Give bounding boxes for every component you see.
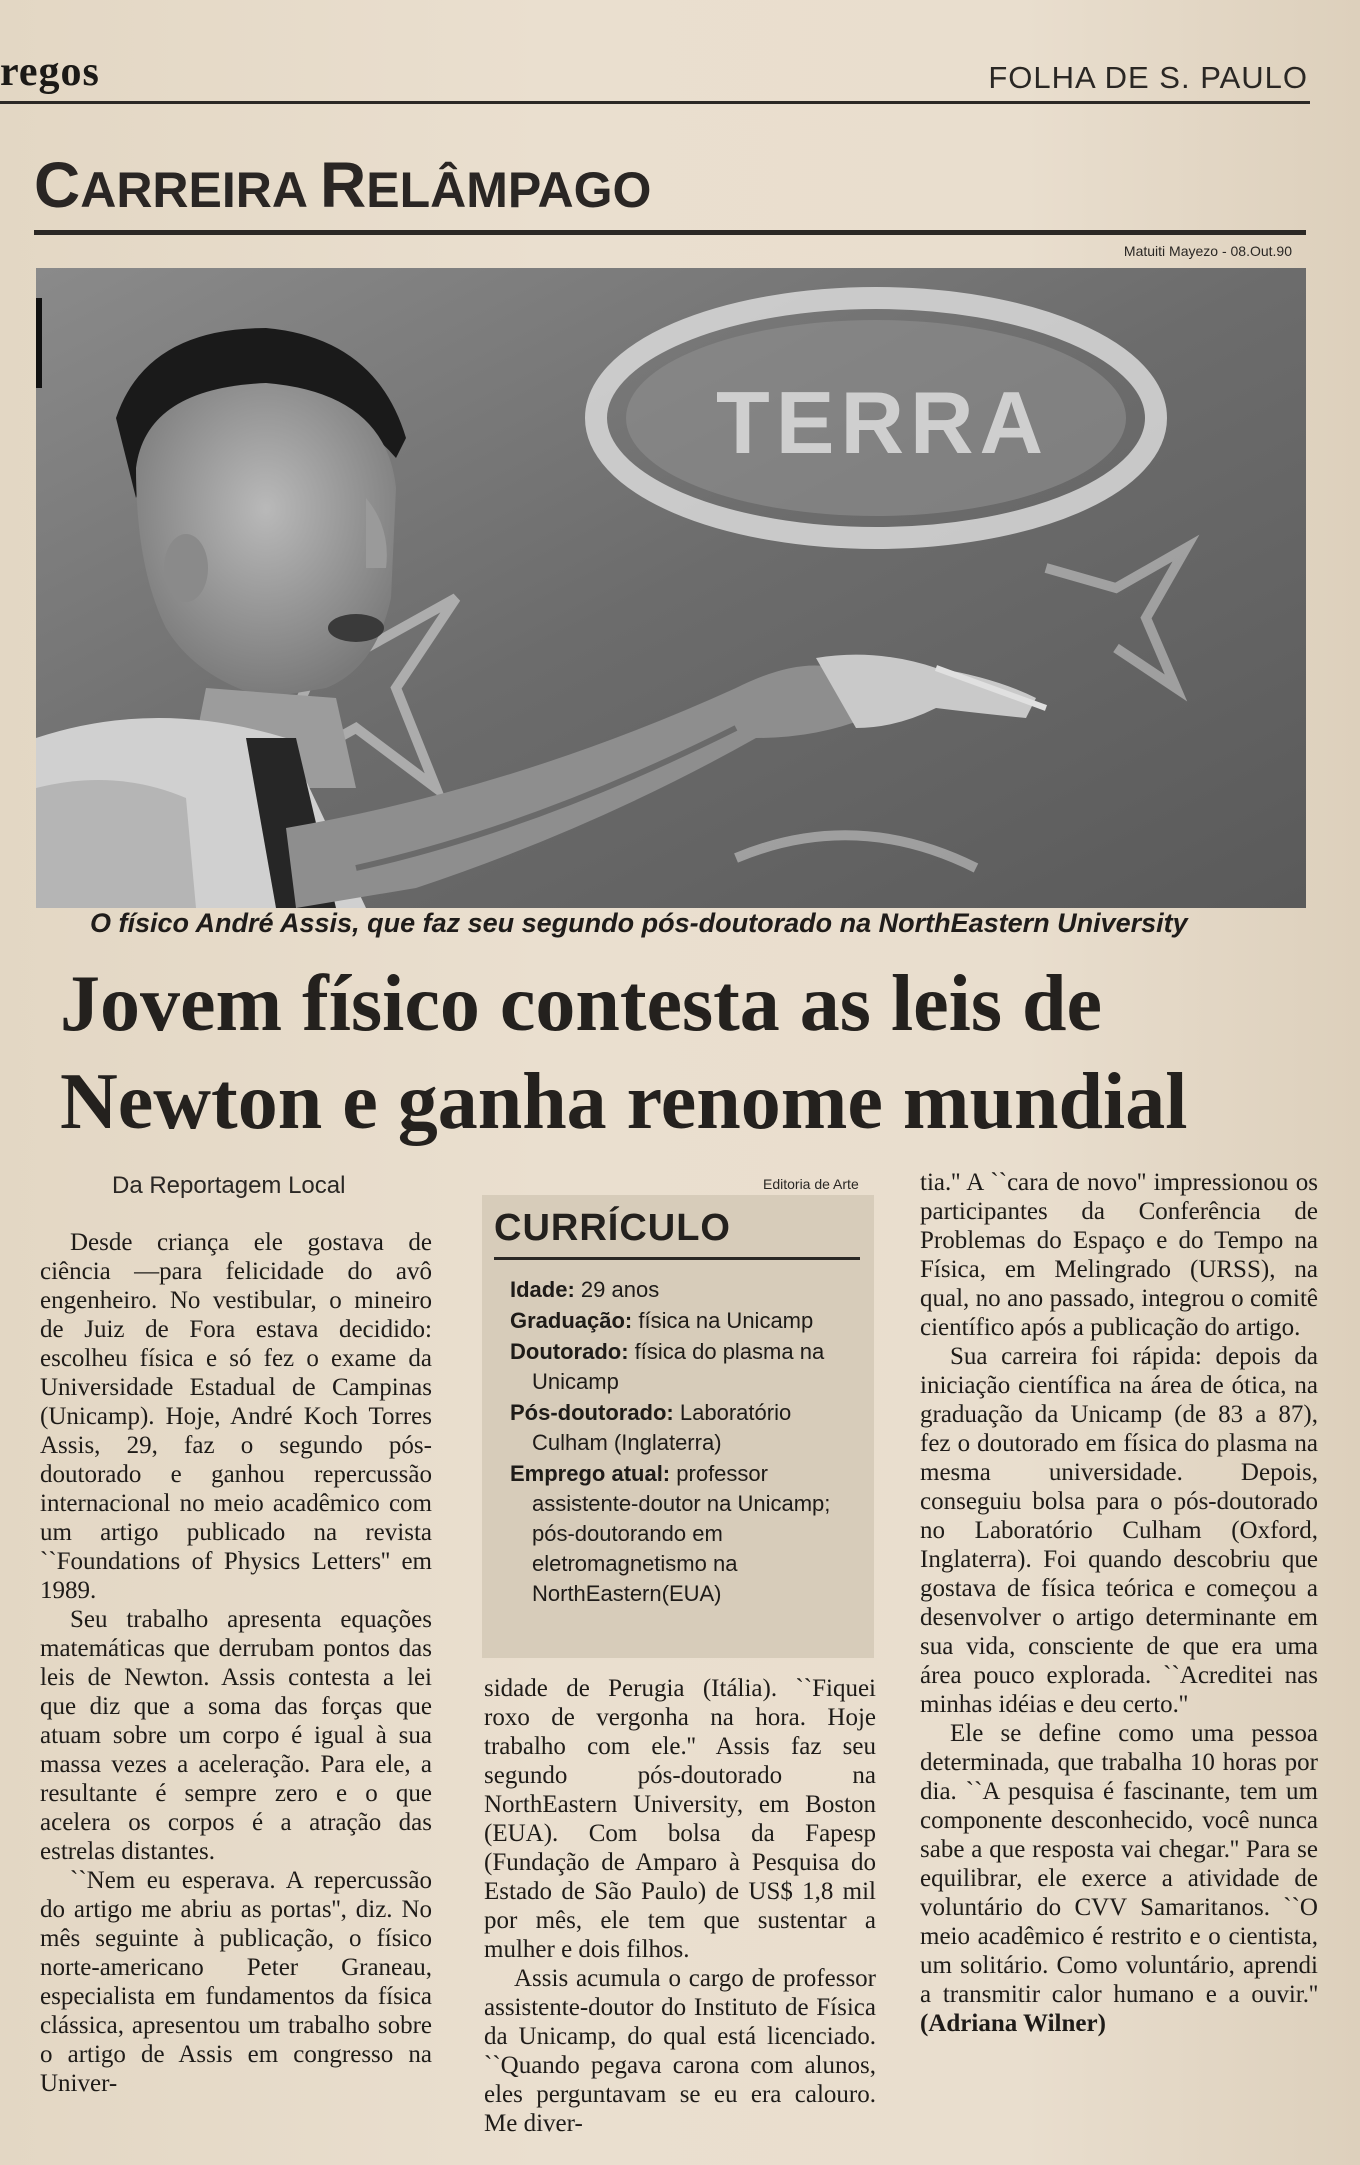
headline	[60, 955, 1300, 1151]
kicker-title	[34, 148, 651, 222]
section-name: regos	[0, 49, 100, 95]
box-item	[510, 1337, 860, 1397]
kicker-word-2: ELÂMPAGO	[366, 162, 652, 218]
photo-caption: O físico André Assis, que faz seu segundo pós-doutorado na NorthEastern University	[90, 908, 1188, 938]
paragraph: tia.'' A ``cara de novo'' impressionou os participantes da Conferência de Problemas do Espaço e do Tempo na Física, em Melingrado (URSS), na qual, no ano passado, integrou o comitê científico após a publicação do artigo.	[920, 1169, 1318, 1341]
paragraph: Desde criança ele gostava de ciência —para felicidade do avô engenheiro. No vestibular, o mineiro de Juiz de Fora estava decidido: escolheu física e só fez o exame da Universidade Estadual de Campinas (Unicamp). Hoje, André Koch Torres Assis, 29, faz o segundo pós-doutorado e ganhou repercussão internacional no meio acadêmico com um artigo publicado na revista ``Foundations of Physics Letters'' em 1989.	[40, 1229, 432, 1604]
paragraph: Seu trabalho apresenta equações matemáticas que derrubam pontos das leis de Newton. Assis contesta a lei que diz que a soma das forças que atuam sobre um corpo é igual à sua massa vezes a aceleração. Para ele, a resultante é sempre zero e o que acelera os corpos é a atração das estrelas distantes.	[40, 1606, 432, 1865]
headline-line-1: Jovem físico contesta as leis de	[60, 960, 1103, 1048]
paragraph: Assis acumula o cargo de professor assistente-doutor do Instituto de Física da Unicamp, do qual está licenciado. ``Quando pegava carona com alunos, eles perguntavam se eu era calouro. Me diver-	[484, 1965, 876, 2137]
box-item	[510, 1306, 860, 1336]
paragraph: ``Nem eu esperava. A repercussão do artigo me abriu as portas'', diz. No mês seguinte à publicação, o físico norte-americano Peter Graneau, especialista em fundamentos da física clássica, apresentou um trabalho sobre o artigo de Assis em congresso na Univer-	[40, 1867, 432, 2097]
box-item-value: física na Unicamp	[638, 1308, 814, 1333]
kicker-initial-r: R	[320, 149, 367, 221]
headline-line-2: Newton e ganha renome mundial	[60, 1058, 1188, 1146]
box-item-value: 29 anos	[580, 1277, 660, 1302]
photo	[36, 268, 1306, 908]
box-item	[510, 1459, 860, 1609]
byline: Da Reportagem Local	[112, 1172, 346, 1199]
box-body	[510, 1275, 860, 1610]
photo-illustration	[36, 268, 1306, 908]
article-column-1	[40, 1228, 432, 2098]
box-title: CURRÍCULO	[494, 1207, 731, 1249]
box-item-label: Emprego atual:	[510, 1461, 671, 1486]
box-item-label: Doutorado:	[510, 1339, 629, 1364]
box-item-label: Graduação:	[510, 1308, 633, 1333]
kicker-initial-c: C	[34, 149, 81, 221]
article-column-2	[484, 1674, 876, 2138]
box-item-label: Pós-doutorado:	[510, 1400, 674, 1425]
curriculum-box	[482, 1195, 874, 1658]
author-signature: (Adriana Wilner)	[920, 2010, 1106, 2037]
article-column-3	[920, 1168, 1318, 2038]
paragraph-text: Ele se define como uma pessoa determinada, que trabalha 10 horas por dia. ``A pesquisa é fascinante, tem um componente desconhecido, você nunca sabe a que resposta vai chegar.'' Para se equilibrar, ele exerce a atividade de voluntário do CVV Samaritanos. ``O meio acadêmico é restrito e o cientista, um solitário. Como voluntário, aprendi a transmitir calor humano e a ouvir.''	[920, 1720, 1318, 2008]
board-word: TERRA	[716, 373, 1050, 472]
kicker-rule	[34, 230, 1306, 235]
photo-credit: Matuiti Mayezo - 08.Out.90	[1123, 243, 1292, 259]
paragraph: sidade de Perugia (Itália). ``Fiquei roxo de vergonha na hora. Hoje trabalho com ele.'' Assis faz seu segundo pós-doutorado na NorthEastern University, em Boston (EUA). Com bolsa da Fapesp (Fundação de Amparo à Pesquisa do Estado de São Paulo) de US$ 1,8 mil por mês, ele tem que sustentar a mulher e dois filhos.	[484, 1675, 876, 1963]
box-item-value: professor assistente-doutor na Unicamp; pós-doutorando em eletromagnetismo na NorthEastern(EUA)	[532, 1461, 831, 1606]
box-rule	[494, 1257, 860, 1260]
box-item-value: física do plasma na Unicamp	[532, 1339, 825, 1394]
box-item-label: Idade:	[510, 1277, 575, 1302]
box-item-value: Laboratório Culham (Inglaterra)	[532, 1400, 792, 1455]
top-rule	[0, 101, 1310, 104]
box-item	[510, 1398, 860, 1458]
box-item	[510, 1275, 860, 1305]
masthead: FOLHA DE S. PAULO	[988, 60, 1308, 95]
paragraph: Sua carreira foi rápida: depois da iniciação científica na área de ótica, na graduação da Unicamp (de 83 a 87), fez o doutorado em física do plasma na mesma universidade. Depois, conseguiu bolsa para o pós-doutorado no Laboratório Culham (Oxford, Inglaterra). Foi quando descobriu que gostava de física teórica e começou a desenvolver o artigo determinante em sua vida, consciente de que era uma área pouco explorada. ``Acreditei nas minhas idéias e deu certo.''	[920, 1343, 1318, 1718]
box-credit: Editoria de Arte	[763, 1176, 859, 1192]
paragraph	[920, 1719, 1318, 2038]
kicker-word-1: ARREIRA	[80, 162, 321, 218]
